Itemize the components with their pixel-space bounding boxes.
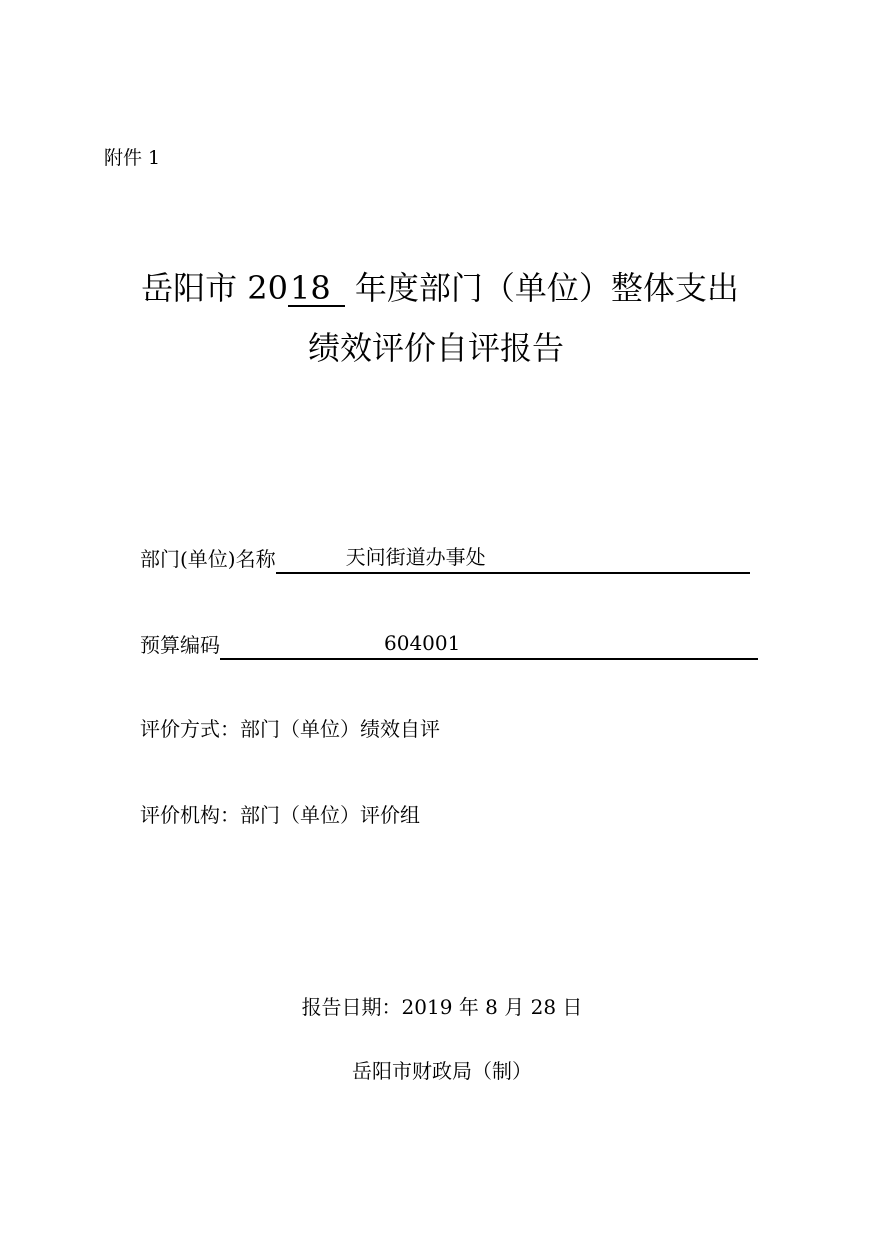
report-title-line-2: 绩效评价自评报告 [307,329,564,367]
dept-name-label: 部门(单位)名称 [140,547,276,571]
budget-code-value: 604001 [384,631,461,655]
dept-name-value: 天问街道办事处 [345,545,486,569]
attachment-label: 附件 1 [104,147,161,169]
report-date: 报告日期：2019 年 8 月 28 日 [301,995,583,1019]
budget-code-underline [220,628,758,660]
evaluation-organization: 评价机构：部门（单位）评价组 [140,803,420,827]
budget-code-field [140,626,758,660]
title-year-prefix: 20 [247,269,288,307]
dept-name-underline [276,542,750,574]
title-prefix: 岳阳市 [141,269,248,307]
title-suffix: 年度部门（单位）整体支出 [344,269,739,307]
report-title-line-1 [4,266,872,310]
dept-name-field [140,540,750,574]
title-year-filled: 18 [288,271,345,307]
evaluation-method: 评价方式：部门（单位）绩效自评 [140,717,440,741]
budget-code-label: 预算编码 [140,633,220,657]
issuer: 岳阳市财政局（制） [352,1059,532,1083]
